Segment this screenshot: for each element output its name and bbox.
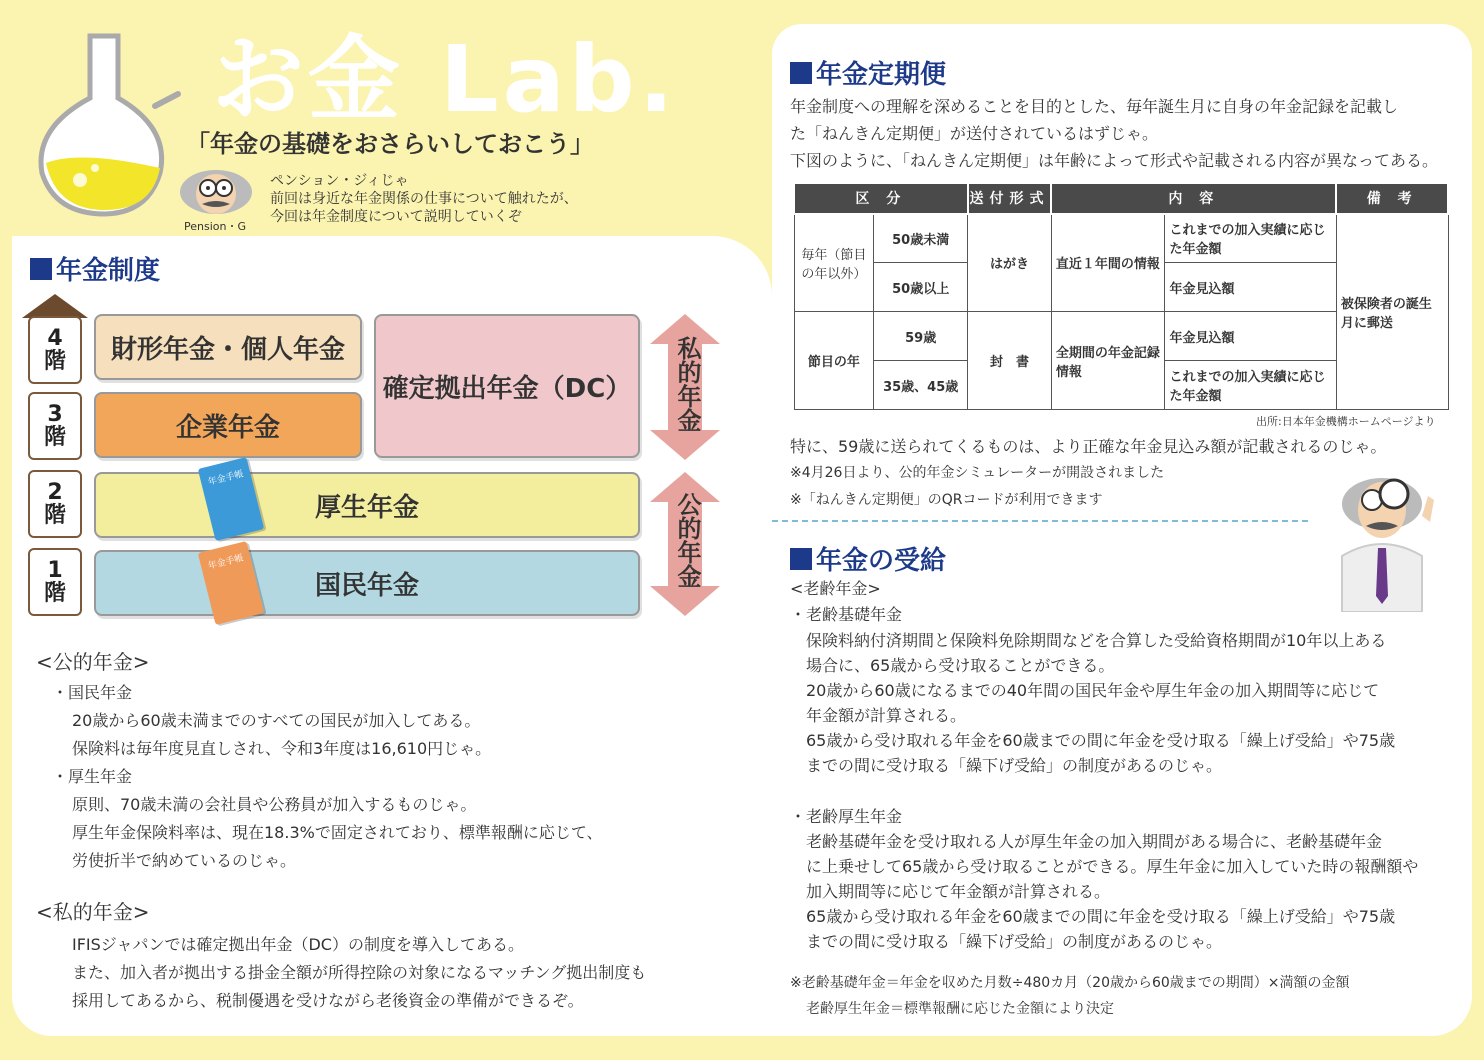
- private-line: IFISジャパンでは確定拠出年金（DC）の制度を導入してある。: [72, 935, 524, 954]
- kiso-line: 65歳から受け取れる年金を60歳までの間に年金を受け取る「繰上げ受給」や75歳: [806, 731, 1396, 750]
- teikibin-note-main: 特に、59歳に送られてくるものは、より正確な年金見込み額が記載されるのじゃ。: [790, 437, 1387, 456]
- teikibin-table: [793, 182, 1449, 410]
- table-cell: 59歳: [874, 312, 968, 361]
- floor-4: 4 階: [28, 316, 82, 384]
- kokumin-line: 20歳から60歳未満までのすべての国民が加入してある。: [72, 711, 481, 730]
- flask-icon: [20, 28, 190, 218]
- teikibin-line: た「ねんきん定期便」が送付されているはずじゃ。: [790, 124, 1159, 143]
- kosei-receiving-title: ・老齢厚生年金: [790, 807, 903, 826]
- kosei-receiving-line: までの間に受け取る「繰下げ受給」の制度があるのじゃ。: [806, 932, 1223, 951]
- table-header: 内 容: [1051, 183, 1336, 214]
- formula-note: ※老齢基礎年金＝年金を収めた月数÷480カ月（20歳から60歳までの期間）×満額の金額: [790, 975, 1350, 991]
- section-heading-pension-system: 年金制度: [30, 250, 160, 287]
- kiso-line: 場合に、65歳から受け取ることができる。: [806, 656, 1115, 675]
- section-divider: [772, 520, 1308, 522]
- kiso-line: 20歳から60歳になるまでの40年間の国民年金や厚生年金の加入期間等に応じて: [806, 681, 1380, 700]
- table-header: 送付形式: [968, 183, 1052, 214]
- table-header: 区 分: [794, 183, 968, 214]
- private-line: 採用してあるから、税制優遇を受けながら老後資金の準備ができるぞ。: [72, 991, 584, 1010]
- private-pension-heading: <私的年金>: [36, 900, 150, 924]
- teikibin-line: 下図のように、「ねんきん定期便」は年齢によって形式や記載される内容が異なってある。: [790, 151, 1439, 170]
- pension-book-icon: 年金手帳: [198, 541, 264, 625]
- professor-avatar-icon: [176, 158, 256, 220]
- kosei-receiving-line: 老齢基礎年金を受け取れる人が厚生年金の加入期間がある場合に、老齢基礎年金: [806, 832, 1383, 851]
- intro-line: 今回は年金制度について説明していくぞ: [270, 209, 522, 225]
- box-zaikei-kojin: 財形年金・個人年金: [94, 314, 362, 380]
- teikibin-note: ※4月26日より、公的年金シミュレーターが開設されました: [790, 465, 1165, 481]
- table-cell: 封 書: [968, 312, 1052, 410]
- box-kosei-nenkin: 厚生年金: [94, 472, 640, 538]
- table-cell: はがき: [968, 214, 1052, 312]
- table-cell: 全期間の年金記録情報: [1051, 312, 1165, 410]
- table-source: 出所:日本年金機構ホームページより: [1256, 415, 1436, 428]
- private-pension-label: 私的年金: [673, 336, 701, 432]
- table-cell: 35歳、45歳: [874, 361, 968, 410]
- character-name: ペンション・ジィじゃ: [270, 173, 409, 189]
- section-heading-receiving: 年金の受給: [790, 540, 946, 577]
- kosei-line: 厚生年金保険料率は、現在18.3%で固定されており、標準報酬に応じて、: [72, 823, 603, 842]
- old-age-heading: <老齢年金>: [790, 579, 881, 598]
- kosei-line: 労使折半で納めているのじゃ。: [72, 851, 297, 870]
- table-cell: これまでの加入実績に応じた年金額: [1165, 214, 1336, 263]
- table-header: 備 考: [1336, 183, 1448, 214]
- table-cell: 50歳以上: [874, 263, 968, 312]
- table-cell: 年金見込額: [1165, 312, 1336, 361]
- section-heading-teikibin: 年金定期便: [790, 54, 946, 91]
- box-kokumin-nenkin: 国民年金: [94, 550, 640, 616]
- formula-note: 老齢厚生年金＝標準報酬に応じた金額により決定: [806, 1001, 1114, 1017]
- table-cell: これまでの加入実績に応じた年金額: [1165, 361, 1336, 410]
- pension-book-icon: 年金手帳: [198, 457, 264, 541]
- page-title: お金 Lab.: [212, 26, 678, 133]
- teikibin-note: ※「ねんきん定期便」のQRコードが利用できます: [790, 492, 1103, 508]
- kiso-line: 年金額が計算される。: [806, 706, 967, 725]
- kokumin-line: 保険料は毎年度見直しされ、令和3年度は16,610円じゃ。: [72, 739, 492, 758]
- professor-icon: [1322, 456, 1442, 612]
- intro-line: 前回は身近な年金関係の仕事について触れたが、: [270, 191, 578, 207]
- public-pension-label: 公的年金: [673, 492, 701, 588]
- private-line: また、加入者が拠出する掛金全額が所得控除の対象になるマッチング拠出制度も: [72, 963, 647, 982]
- table-cell: 年金見込額: [1165, 263, 1336, 312]
- table-cell: 直近１年間の情報: [1051, 214, 1165, 312]
- table-cell: 50歳未満: [874, 214, 968, 263]
- subtitle: 「年金の基礎をおさらいしておこう」: [186, 130, 594, 158]
- kiso-line: までの間に受け取る「繰下げ受給」の制度があるのじゃ。: [806, 756, 1223, 775]
- kosei-receiving-line: に上乗せして65歳から受け取ることができる。厚生年金に加入していた時の報酬額や: [806, 857, 1419, 876]
- table-cell: 被保険者の誕生月に郵送: [1336, 214, 1448, 410]
- character-caption: Pension・G: [184, 220, 246, 233]
- floor-3: 3 階: [28, 392, 82, 460]
- kosei-receiving-line: 加入期間等に応じて年金額が計算される。: [806, 882, 1111, 901]
- kokumin-title: ・国民年金: [52, 683, 133, 702]
- table-cell: 毎年（節目の年以外）: [794, 214, 874, 312]
- table-cell: 節目の年: [794, 312, 874, 410]
- floor-1: 1 階: [28, 548, 82, 616]
- kosei-receiving-line: 65歳から受け取れる年金を60歳までの間に年金を受け取る「繰上げ受給」や75歳: [806, 907, 1396, 926]
- box-dc: 確定拠出年金（DC）: [374, 314, 640, 458]
- kiso-line: 保険料納付済期間と保険料免除期間などを合算した受給資格期間が10年以上ある: [806, 631, 1387, 650]
- floor-2: 2 階: [28, 470, 82, 538]
- box-kigyo-nenkin: 企業年金: [94, 392, 362, 458]
- kiso-title: ・老齢基礎年金: [790, 605, 903, 624]
- public-pension-heading: <公的年金>: [36, 650, 150, 674]
- teikibin-line: 年金制度への理解を深めることを目的とした、毎年誕生月に自身の年金記録を記載し: [790, 97, 1399, 116]
- kosei-line: 原則、70歳未満の会社員や公務員が加入するものじゃ。: [72, 795, 477, 814]
- kosei-title: ・厚生年金: [52, 767, 133, 786]
